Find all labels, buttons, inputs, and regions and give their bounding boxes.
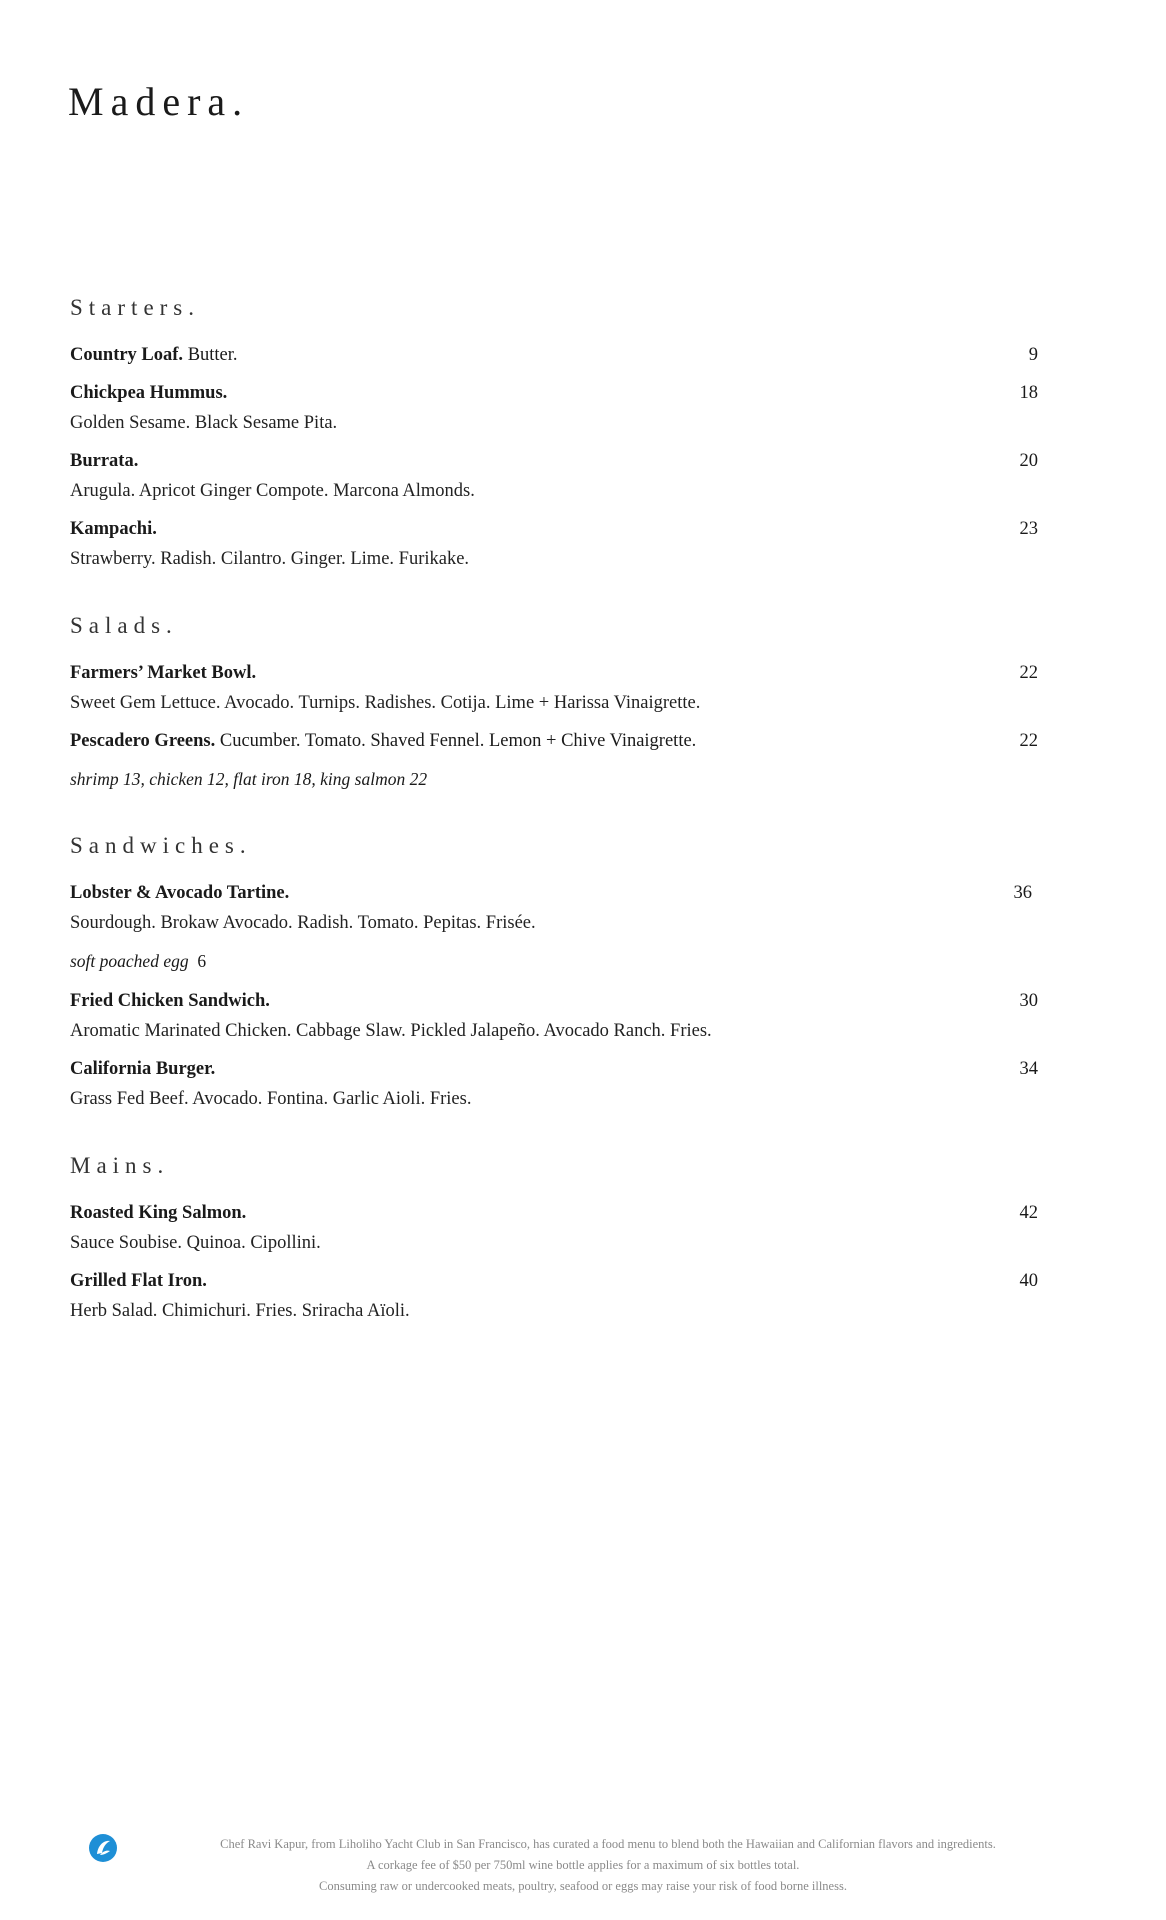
item-price: 30 bbox=[1019, 991, 1038, 1011]
menu-item bbox=[70, 726, 1050, 756]
menu-item bbox=[70, 514, 1050, 574]
restaurant-name: Madera. bbox=[68, 79, 250, 124]
item-description: Sourdough. Brokaw Avocado. Radish. Tomato. Pepitas. Frisée. bbox=[70, 913, 536, 933]
item-name: Roasted King Salmon. bbox=[70, 1203, 247, 1223]
section-sandwiches bbox=[70, 826, 1050, 1114]
item-description: Arugula. Apricot Ginger Compote. Marcona Almonds. bbox=[70, 481, 475, 501]
item-description: Sweet Gem Lettuce. Avocado. Turnips. Radishes. Cotija. Lime + Harissa Vinaigrette. bbox=[70, 693, 701, 713]
item-name: Fried Chicken Sandwich. bbox=[70, 991, 270, 1011]
footer-health-warning: Consuming raw or undercooked meats, poultry, seafood or eggs may raise your risk of food borne illness. bbox=[319, 1879, 847, 1893]
add-on-egg bbox=[70, 946, 1050, 976]
section-title: Salads. bbox=[70, 613, 178, 638]
item-description: Grass Fed Beef. Avocado. Fontina. Garlic Aioli. Fries. bbox=[70, 1089, 472, 1109]
menu-item bbox=[70, 986, 1050, 1046]
item-price: 36 bbox=[1013, 883, 1032, 903]
section-starters bbox=[70, 288, 1050, 574]
item-description: Herb Salad. Chimichuri. Fries. Sriracha Aïoli. bbox=[70, 1301, 410, 1321]
menu-item bbox=[70, 340, 1050, 370]
item-price: 18 bbox=[1019, 383, 1038, 403]
item-description: Golden Sesame. Black Sesame Pita. bbox=[70, 413, 338, 433]
section-title: Mains. bbox=[70, 1153, 170, 1178]
menu-item bbox=[70, 378, 1050, 438]
item-price: 23 bbox=[1019, 519, 1038, 539]
item-description: Aromatic Marinated Chicken. Cabbage Slaw. Pickled Jalapeño. Avocado Ranch. Fries. bbox=[70, 1021, 712, 1041]
add-on-price: 6 bbox=[197, 951, 207, 971]
menu-item bbox=[70, 446, 1050, 506]
item-name: Kampachi. bbox=[70, 519, 157, 539]
footer-corkage-note: A corkage fee of $50 per 750ml wine bottle applies for a maximum of six bottles total. bbox=[366, 1858, 800, 1872]
item-name: California Burger. bbox=[70, 1059, 216, 1079]
footer-chef-note: Chef Ravi Kapur, from Liholiho Yacht Club in San Francisco, has curated a food menu to blend both the Hawaiian and Californian flavors and ingredients. bbox=[220, 1837, 996, 1851]
item-price: 42 bbox=[1019, 1203, 1038, 1223]
menu-item bbox=[70, 1198, 1050, 1258]
item-name: Pescadero Greens. bbox=[70, 731, 216, 751]
section-salads bbox=[70, 606, 1050, 794]
item-price: 9 bbox=[1028, 345, 1038, 365]
section-mains bbox=[70, 1146, 1050, 1326]
menu-item bbox=[70, 1054, 1050, 1114]
section-title: Sandwiches. bbox=[70, 833, 252, 858]
menu-body bbox=[70, 288, 1050, 1358]
item-description: Strawberry. Radish. Cilantro. Ginger. Lime. Furikake. bbox=[70, 549, 470, 569]
item-name: Lobster & Avocado Tartine. bbox=[70, 883, 290, 903]
item-price: 34 bbox=[1019, 1059, 1038, 1079]
item-name: Chickpea Hummus. bbox=[70, 383, 228, 403]
footer bbox=[0, 1834, 1166, 1897]
item-name: Grilled Flat Iron. bbox=[70, 1271, 207, 1291]
item-price: 40 bbox=[1019, 1271, 1038, 1291]
add-on-label: soft poached egg bbox=[70, 951, 189, 971]
item-inline-desc: Cucumber. Tomato. Shaved Fennel. Lemon + Chive Vinaigrette. bbox=[215, 731, 697, 751]
add-ons-note: shrimp 13, chicken 12, flat iron 18, king salmon 22 bbox=[70, 769, 428, 789]
item-name: Country Loaf. bbox=[70, 345, 184, 365]
section-title: Starters. bbox=[70, 295, 201, 320]
item-price: 22 bbox=[1019, 663, 1038, 683]
item-price: 20 bbox=[1019, 451, 1038, 471]
menu-item bbox=[70, 878, 1050, 938]
item-price: 22 bbox=[1019, 731, 1038, 751]
item-name: Farmers’ Market Bowl. bbox=[70, 663, 257, 683]
menu-item bbox=[70, 658, 1050, 718]
item-description: Sauce Soubise. Quinoa. Cipollini. bbox=[70, 1233, 321, 1253]
menu-item bbox=[70, 1266, 1050, 1326]
item-inline-desc: Butter. bbox=[183, 345, 238, 365]
item-name: Burrata. bbox=[70, 451, 139, 471]
